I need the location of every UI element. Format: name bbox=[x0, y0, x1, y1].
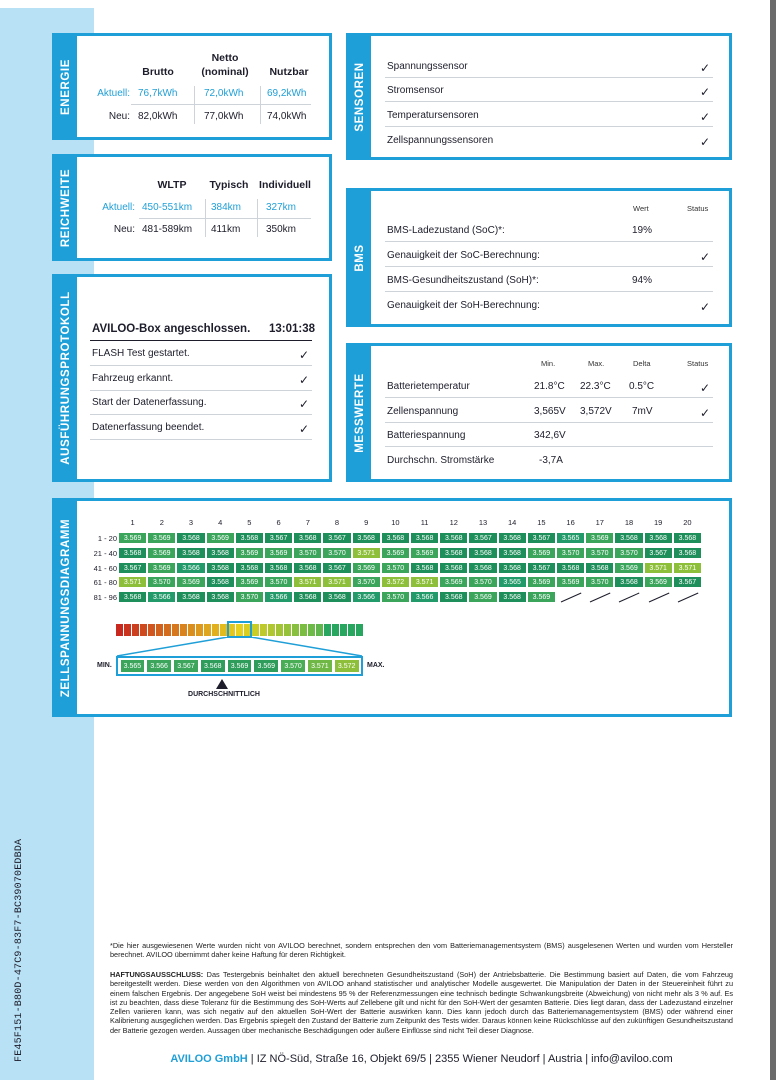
cell-voltage: 3.571 bbox=[118, 576, 147, 588]
netto-aktuell: 72,0kWh bbox=[204, 88, 244, 99]
brutto-neu: 82,0kWh bbox=[138, 111, 178, 122]
cell-voltage: 3.570 bbox=[235, 591, 264, 603]
row-neu-label: Neu: bbox=[108, 111, 130, 122]
cell-voltage: 3.571 bbox=[410, 576, 439, 588]
cell-voltage: 3.570 bbox=[468, 576, 497, 588]
scale-highlight bbox=[227, 621, 252, 638]
scale-segment bbox=[324, 624, 332, 636]
cell-voltage: 3.568 bbox=[293, 591, 322, 603]
cell-voltage: 3.567 bbox=[468, 532, 497, 544]
cell-voltage: 3.568 bbox=[118, 591, 147, 603]
protokoll-heading: AVILOO-Box angeschlossen. bbox=[92, 323, 251, 335]
cell-voltage: 3.568 bbox=[468, 547, 497, 559]
cell-voltage: 3.568 bbox=[206, 591, 235, 603]
empty-cell-slash bbox=[585, 591, 614, 603]
wltp-neu: 481-589km bbox=[142, 224, 193, 235]
cell-voltage: 3.570 bbox=[264, 576, 293, 588]
cell-voltage: 3.568 bbox=[410, 562, 439, 574]
zoom-lines bbox=[116, 637, 366, 657]
cell-voltage: 3.568 bbox=[264, 562, 293, 574]
column-number: 8 bbox=[334, 518, 340, 527]
company-name: AVILOO GmbH bbox=[170, 1053, 248, 1065]
magnifier-value: 3.569 bbox=[253, 659, 279, 673]
disclaimer-text: Das Testergebnis beinhaltet den aktuell berechneten Gesundheitszustand (SoH) der Antriebsbatterie. Die Bestimmung basiert auf Daten, die vom Fahrzeug bereitgestellt werden. Diese werden von den Algorithmen von AVILOO anhand statistischer und analytischer Modelle ausgewertet. Die Manipulation der Daten in der Steuereinheit führt zu einem falschen Ergebnis. Der angegebene SoH weist bei mindestens 95 % der Referenzmessungen eine technisch bedingte Schwankungsbreite (Abweichung) von nicht mehr als 3 % auf. Es ist zu beachten, dass diese Toleranz für die Bestimmung des SoH-Werts auf Zellebene gilt und nicht für den SoH-Wert der gesamten Batterie. Dies liegt daran, dass der Ladezustand einzelner Zellen variieren kann, was sich negativ auf den aktuellen SoH-Wert der Batterie auswirken kann. Dies kann jedoch durch das Batteriemanagementsystem (BMS) oder während einer Kalibrierung ausgeglichen werden. Das Ergebnis spiegelt den Zustand der Batterie zum Zeitpunkt des Tests wider. Daraus können keine Rückschlüsse auf den zukünftigen Gesundheitszustand der Batterie gezogen werden. Aussagen über mechanische Beschädigungen oder äußere Einflüsse sind nicht Teil dieser Diagnose. bbox=[110, 970, 733, 1035]
cell-voltage: 3.569 bbox=[468, 591, 497, 603]
nutzbar-aktuell: 69,2kWh bbox=[267, 88, 307, 99]
column-number: 7 bbox=[305, 518, 310, 527]
messwerte-panel bbox=[346, 343, 732, 482]
row-label: 61 - 80 bbox=[93, 578, 117, 588]
protokoll-item: Fahrzeug erkannt. bbox=[92, 373, 174, 384]
cell-voltage: 3.566 bbox=[147, 591, 176, 603]
cell-voltage: 3.568 bbox=[556, 562, 585, 574]
column-number: 15 bbox=[537, 518, 546, 527]
cell-voltage: 3.570 bbox=[585, 576, 614, 588]
scale-segment bbox=[188, 624, 196, 636]
protokoll-item: FLASH Test gestartet. bbox=[92, 348, 190, 359]
cell-voltage: 3.568 bbox=[644, 532, 673, 544]
bms-row-value: 19% bbox=[632, 225, 653, 236]
mess-max: 22.3°C bbox=[580, 381, 611, 392]
check-icon: ✓ bbox=[299, 348, 310, 362]
cell-voltage: 3.568 bbox=[614, 532, 643, 544]
cell-voltage: 3.569 bbox=[264, 547, 293, 559]
scale-segment bbox=[332, 624, 340, 636]
protokoll-tab bbox=[55, 277, 77, 479]
scale-segment bbox=[340, 624, 348, 636]
cell-voltage: 3.567 bbox=[322, 562, 351, 574]
cell-voltage: 3.569 bbox=[147, 562, 176, 574]
cell-voltage: 3.565 bbox=[498, 576, 527, 588]
check-icon: ✓ bbox=[700, 110, 711, 124]
cell-voltage: 3.569 bbox=[585, 532, 614, 544]
magnifier-value: 3.568 bbox=[200, 659, 226, 673]
cell-voltage: 3.569 bbox=[439, 576, 468, 588]
check-icon: ✓ bbox=[700, 61, 711, 75]
cell-voltage: 3.568 bbox=[235, 562, 264, 574]
cell-voltage: 3.568 bbox=[322, 591, 351, 603]
cell-voltage: 3.570 bbox=[293, 547, 322, 559]
cell-voltage: 3.568 bbox=[206, 562, 235, 574]
sensor-item: Spannungssensor bbox=[387, 61, 468, 72]
cell-voltage: 3.568 bbox=[498, 547, 527, 559]
scale-segment bbox=[300, 624, 308, 636]
cell-voltage: 3.568 bbox=[206, 576, 235, 588]
contact-details: | IZ NÖ-Süd, Straße 16, Objekt 69/5 | 2355 Wiener Neudorf | Austria | info@aviloo.com bbox=[247, 1053, 673, 1065]
cell-voltage: 3.568 bbox=[673, 547, 702, 559]
zellspannung-panel bbox=[52, 498, 732, 717]
mess-min: 342,6V bbox=[534, 430, 566, 441]
average-pointer-icon bbox=[216, 679, 228, 689]
col-status: Status bbox=[687, 204, 709, 213]
scale-segment bbox=[316, 624, 324, 636]
scale-segment bbox=[252, 624, 260, 636]
magnifier-value: 3.572 bbox=[334, 659, 360, 673]
column-number: 11 bbox=[420, 518, 429, 527]
cell-voltage: 3.569 bbox=[644, 576, 673, 588]
scale-segment bbox=[132, 624, 140, 636]
empty-cell-slash bbox=[673, 591, 702, 603]
col-typisch: Typisch bbox=[209, 179, 249, 191]
scale-segment bbox=[116, 624, 124, 636]
row-aktuell-label: Aktuell: bbox=[97, 88, 130, 99]
bms-row-label: BMS-Ladezustand (SoC)*: bbox=[387, 225, 505, 236]
cell-voltage: 3.566 bbox=[264, 591, 293, 603]
reichweite-aktuell-label: Aktuell: bbox=[102, 202, 135, 213]
reichweite-panel bbox=[52, 154, 332, 261]
cell-voltage: 3.569 bbox=[527, 576, 556, 588]
column-number: 9 bbox=[364, 518, 369, 527]
cell-voltage: 3.568 bbox=[498, 591, 527, 603]
col-delta: Delta bbox=[633, 359, 651, 368]
cell-voltage: 3.568 bbox=[439, 532, 468, 544]
cell-voltage: 3.571 bbox=[673, 562, 702, 574]
cell-voltage: 3.568 bbox=[176, 547, 205, 559]
cell-voltage: 3.570 bbox=[381, 562, 410, 574]
scale-segment bbox=[124, 624, 132, 636]
cell-voltage: 3.569 bbox=[556, 576, 585, 588]
column-number: 14 bbox=[508, 518, 517, 527]
cell-voltage: 3.569 bbox=[118, 532, 147, 544]
scale-segment bbox=[212, 624, 220, 636]
cell-voltage: 3.567 bbox=[118, 562, 147, 574]
cell-voltage: 3.568 bbox=[293, 532, 322, 544]
nutzbar-neu: 74,0kWh bbox=[267, 111, 307, 122]
column-number: 18 bbox=[624, 518, 634, 527]
col-netto: Netto (nominal) bbox=[201, 52, 249, 78]
cell-voltage: 3.568 bbox=[585, 562, 614, 574]
magnifier-value: 3.567 bbox=[173, 659, 199, 673]
sensoren-panel bbox=[346, 33, 732, 160]
bms-tab bbox=[349, 191, 371, 324]
scale-segment bbox=[356, 624, 364, 636]
zellspannung-title: ZELLSPANNUNGSDIAGRAMM bbox=[60, 518, 72, 697]
scale-segment bbox=[140, 624, 148, 636]
empty-cell-slash bbox=[556, 591, 585, 603]
cell-voltage: 3.568 bbox=[206, 547, 235, 559]
column-number: 17 bbox=[595, 518, 604, 527]
cell-voltage: 3.565 bbox=[556, 532, 585, 544]
mess-min: 21.8°C bbox=[534, 381, 565, 392]
check-icon: ✓ bbox=[299, 373, 310, 387]
protokoll-panel bbox=[52, 274, 332, 482]
energie-tab bbox=[55, 36, 77, 137]
scale-segment bbox=[308, 624, 316, 636]
cell-voltage: 3.568 bbox=[498, 562, 527, 574]
cell-voltage: 3.571 bbox=[352, 547, 381, 559]
scale-segment bbox=[348, 624, 356, 636]
bms-row-value: 94% bbox=[632, 275, 653, 286]
cell-voltage: 3.569 bbox=[206, 532, 235, 544]
cell-voltage: 3.570 bbox=[381, 591, 410, 603]
magnifier-value: 3.566 bbox=[146, 659, 172, 673]
protokoll-title: AUSFÜHRUNGSPROTOKOLL bbox=[60, 291, 72, 465]
netto-neu: 77,0kWh bbox=[204, 111, 244, 122]
mess-row-label: Durchschn. Stromstärke bbox=[387, 455, 495, 466]
column-number: 16 bbox=[566, 518, 575, 527]
mess-max: 3,572V bbox=[580, 406, 612, 417]
contact-line bbox=[110, 1053, 733, 1065]
reichweite-neu-label: Neu: bbox=[113, 224, 135, 235]
column-number: 12 bbox=[449, 518, 458, 527]
cell-voltage: 3.569 bbox=[527, 547, 556, 559]
sensoren-tab bbox=[349, 36, 371, 157]
cell-voltage: 3.569 bbox=[410, 547, 439, 559]
scale-segment bbox=[148, 624, 156, 636]
column-number: 10 bbox=[391, 518, 400, 527]
bms-title: BMS bbox=[354, 243, 366, 272]
cell-voltage: 3.570 bbox=[352, 576, 381, 588]
column-number: 19 bbox=[654, 518, 663, 527]
check-icon: ✓ bbox=[700, 300, 711, 314]
mess-row-label: Batterietemperatur bbox=[387, 381, 470, 392]
mess-delta: 7mV bbox=[632, 406, 653, 417]
cell-voltage: 3.569 bbox=[147, 532, 176, 544]
cell-voltage: 3.567 bbox=[322, 532, 351, 544]
col-individuell: Individuell bbox=[259, 179, 311, 191]
sensoren-title: SENSOREN bbox=[354, 61, 366, 132]
check-icon: ✓ bbox=[700, 250, 711, 264]
cell-voltage: 3.570 bbox=[556, 547, 585, 559]
cell-voltage: 3.568 bbox=[293, 562, 322, 574]
cell-voltage: 3.570 bbox=[322, 547, 351, 559]
sensor-item: Temperatursensoren bbox=[387, 110, 479, 121]
magnifier-value: 3.570 bbox=[280, 659, 306, 673]
sensor-item: Zellspannungssensoren bbox=[387, 135, 494, 146]
individuell-aktuell: 327km bbox=[266, 202, 297, 213]
check-icon: ✓ bbox=[700, 381, 711, 395]
cell-voltage: 3.568 bbox=[352, 532, 381, 544]
cell-voltage: 3.568 bbox=[468, 562, 497, 574]
column-number: 2 bbox=[159, 518, 164, 527]
cell-voltage: 3.568 bbox=[235, 532, 264, 544]
magnifier-value: 3.569 bbox=[227, 659, 253, 673]
cell-voltage: 3.566 bbox=[352, 591, 381, 603]
cell-voltage: 3.566 bbox=[176, 562, 205, 574]
cell-voltage: 3.569 bbox=[176, 576, 205, 588]
cell-voltage: 3.569 bbox=[352, 562, 381, 574]
scale-segment bbox=[164, 624, 172, 636]
check-icon: ✓ bbox=[299, 422, 310, 436]
scale-segment bbox=[260, 624, 268, 636]
magnifier-value: 3.571 bbox=[307, 659, 333, 673]
scale-segment bbox=[284, 624, 292, 636]
col-brutto: Brutto bbox=[142, 66, 174, 78]
scale-segment bbox=[156, 624, 164, 636]
protokoll-item: Datenerfassung beendet. bbox=[92, 422, 205, 433]
check-icon: ✓ bbox=[700, 135, 711, 149]
column-number: 13 bbox=[478, 518, 488, 527]
footnote: *Die hier ausgewiesenen Werte wurden nicht von AVILOO berechnet, sondern entsprechen den vom Batteriemanagementsystem (BMS) ausgelesenen Werten und wurden vom Hersteller berechnet. AVILOO übernimmt daher keine Haftung für deren Richtigkeit. bbox=[110, 941, 733, 960]
row-label: 1 - 20 bbox=[97, 534, 117, 543]
disclaimer-title: HAFTUNGSAUSSCHLUSS: bbox=[110, 970, 204, 979]
brutto-aktuell: 76,7kWh bbox=[138, 88, 178, 99]
scale-segment bbox=[172, 624, 180, 636]
cell-voltage: 3.569 bbox=[527, 591, 556, 603]
cell-voltage: 3.568 bbox=[439, 591, 468, 603]
column-number: 1 bbox=[130, 518, 135, 527]
cell-voltage: 3.569 bbox=[614, 562, 643, 574]
cell-voltage: 3.569 bbox=[235, 576, 264, 588]
protokoll-time: 13:01:38 bbox=[269, 323, 316, 335]
bms-panel bbox=[346, 188, 732, 327]
cell-voltage: 3.568 bbox=[673, 532, 702, 544]
protokoll-item: Start der Datenerfassung. bbox=[92, 397, 207, 408]
cell-voltage: 3.568 bbox=[498, 532, 527, 544]
cell-voltage: 3.567 bbox=[527, 562, 556, 574]
energie-title: ENERGIE bbox=[60, 58, 72, 115]
bms-row-label: Genauigkeit der SoH-Berechnung: bbox=[387, 300, 540, 311]
empty-cell-slash bbox=[614, 591, 643, 603]
scale-segment bbox=[292, 624, 300, 636]
check-icon: ✓ bbox=[700, 85, 711, 99]
cell-voltage: 3.571 bbox=[322, 576, 351, 588]
cell-voltage: 3.568 bbox=[176, 591, 205, 603]
messwerte-title: MESSWERTE bbox=[354, 372, 366, 453]
scale-segment bbox=[276, 624, 284, 636]
cell-voltage: 3.567 bbox=[527, 532, 556, 544]
cell-voltage: 3.569 bbox=[235, 547, 264, 559]
scale-segment bbox=[204, 624, 212, 636]
cell-voltage: 3.567 bbox=[673, 576, 702, 588]
cell-voltage: 3.568 bbox=[381, 532, 410, 544]
check-icon: ✓ bbox=[299, 397, 310, 411]
cell-voltage: 3.568 bbox=[439, 547, 468, 559]
scale-segment bbox=[180, 624, 188, 636]
cell-voltage: 3.566 bbox=[410, 591, 439, 603]
mess-delta: 0.5°C bbox=[629, 381, 655, 392]
cell-voltage: 3.570 bbox=[585, 547, 614, 559]
col-nutzbar: Nutzbar bbox=[269, 66, 309, 78]
row-label: 81 - 96 bbox=[93, 593, 117, 603]
mess-row-label: Zellenspannung bbox=[387, 406, 459, 417]
zellspannung-tab bbox=[55, 501, 77, 714]
average-label: DURCHSCHNITTLICH bbox=[188, 691, 260, 698]
cell-voltage: 3.569 bbox=[381, 547, 410, 559]
column-number: 6 bbox=[276, 518, 281, 527]
cell-voltage: 3.570 bbox=[147, 576, 176, 588]
magnifier-value: 3.565 bbox=[120, 659, 146, 673]
wltp-aktuell: 450-551km bbox=[142, 202, 193, 213]
scale-magnifier bbox=[116, 656, 363, 676]
max-label: MAX. bbox=[367, 662, 385, 669]
bms-row-label: BMS-Gesundheitszustand (SoH)*: bbox=[387, 275, 539, 286]
energie-panel bbox=[52, 33, 332, 140]
column-number: 4 bbox=[218, 518, 223, 527]
min-label: MIN. bbox=[97, 662, 112, 669]
sensor-item: Stromsensor bbox=[387, 85, 444, 96]
cell-voltage: 3.568 bbox=[176, 532, 205, 544]
document-id: FE45F151-B80D-47C9-83F7-BC39070EDBDA bbox=[14, 838, 25, 1062]
scrollbar[interactable] bbox=[770, 0, 776, 1080]
typisch-neu: 411km bbox=[211, 224, 241, 235]
reichweite-tab bbox=[55, 157, 77, 258]
empty-cell-slash bbox=[644, 591, 673, 603]
mess-row-label: Batteriespannung bbox=[387, 430, 466, 441]
cell-voltage: 3.567 bbox=[644, 547, 673, 559]
typisch-aktuell: 384km bbox=[211, 202, 242, 213]
cell-voltage: 3.572 bbox=[381, 576, 410, 588]
col-max: Max. bbox=[588, 359, 605, 368]
disclaimer bbox=[110, 970, 733, 1035]
cell-voltage: 3.568 bbox=[118, 547, 147, 559]
mess-min: -3,7A bbox=[539, 455, 563, 466]
cell-voltage: 3.571 bbox=[293, 576, 322, 588]
col-status: Status bbox=[687, 359, 709, 368]
row-label: 41 - 60 bbox=[93, 563, 117, 573]
scale-segment bbox=[196, 624, 204, 636]
scale-segment bbox=[268, 624, 276, 636]
mess-min: 3,565V bbox=[534, 406, 566, 417]
check-icon: ✓ bbox=[700, 406, 711, 420]
cell-voltage: 3.567 bbox=[264, 532, 293, 544]
cell-voltage: 3.571 bbox=[644, 562, 673, 574]
cell-voltage: 3.568 bbox=[614, 576, 643, 588]
reichweite-title: REICHWEITE bbox=[60, 168, 72, 247]
cell-voltage: 3.569 bbox=[147, 547, 176, 559]
column-number: 3 bbox=[188, 518, 194, 527]
row-label: 21 - 40 bbox=[93, 548, 117, 558]
column-number: 5 bbox=[247, 518, 252, 527]
bms-row-label: Genauigkeit der SoC-Berechnung: bbox=[387, 250, 540, 261]
col-wert: Wert bbox=[633, 204, 649, 213]
cell-voltage: 3.570 bbox=[614, 547, 643, 559]
cell-voltage: 3.568 bbox=[410, 532, 439, 544]
col-wltp: WLTP bbox=[157, 179, 187, 191]
column-number: 20 bbox=[683, 518, 692, 527]
individuell-neu: 350km bbox=[266, 224, 297, 235]
messwerte-tab bbox=[349, 346, 371, 479]
col-min: Min. bbox=[541, 359, 556, 368]
cell-voltage: 3.568 bbox=[439, 562, 468, 574]
